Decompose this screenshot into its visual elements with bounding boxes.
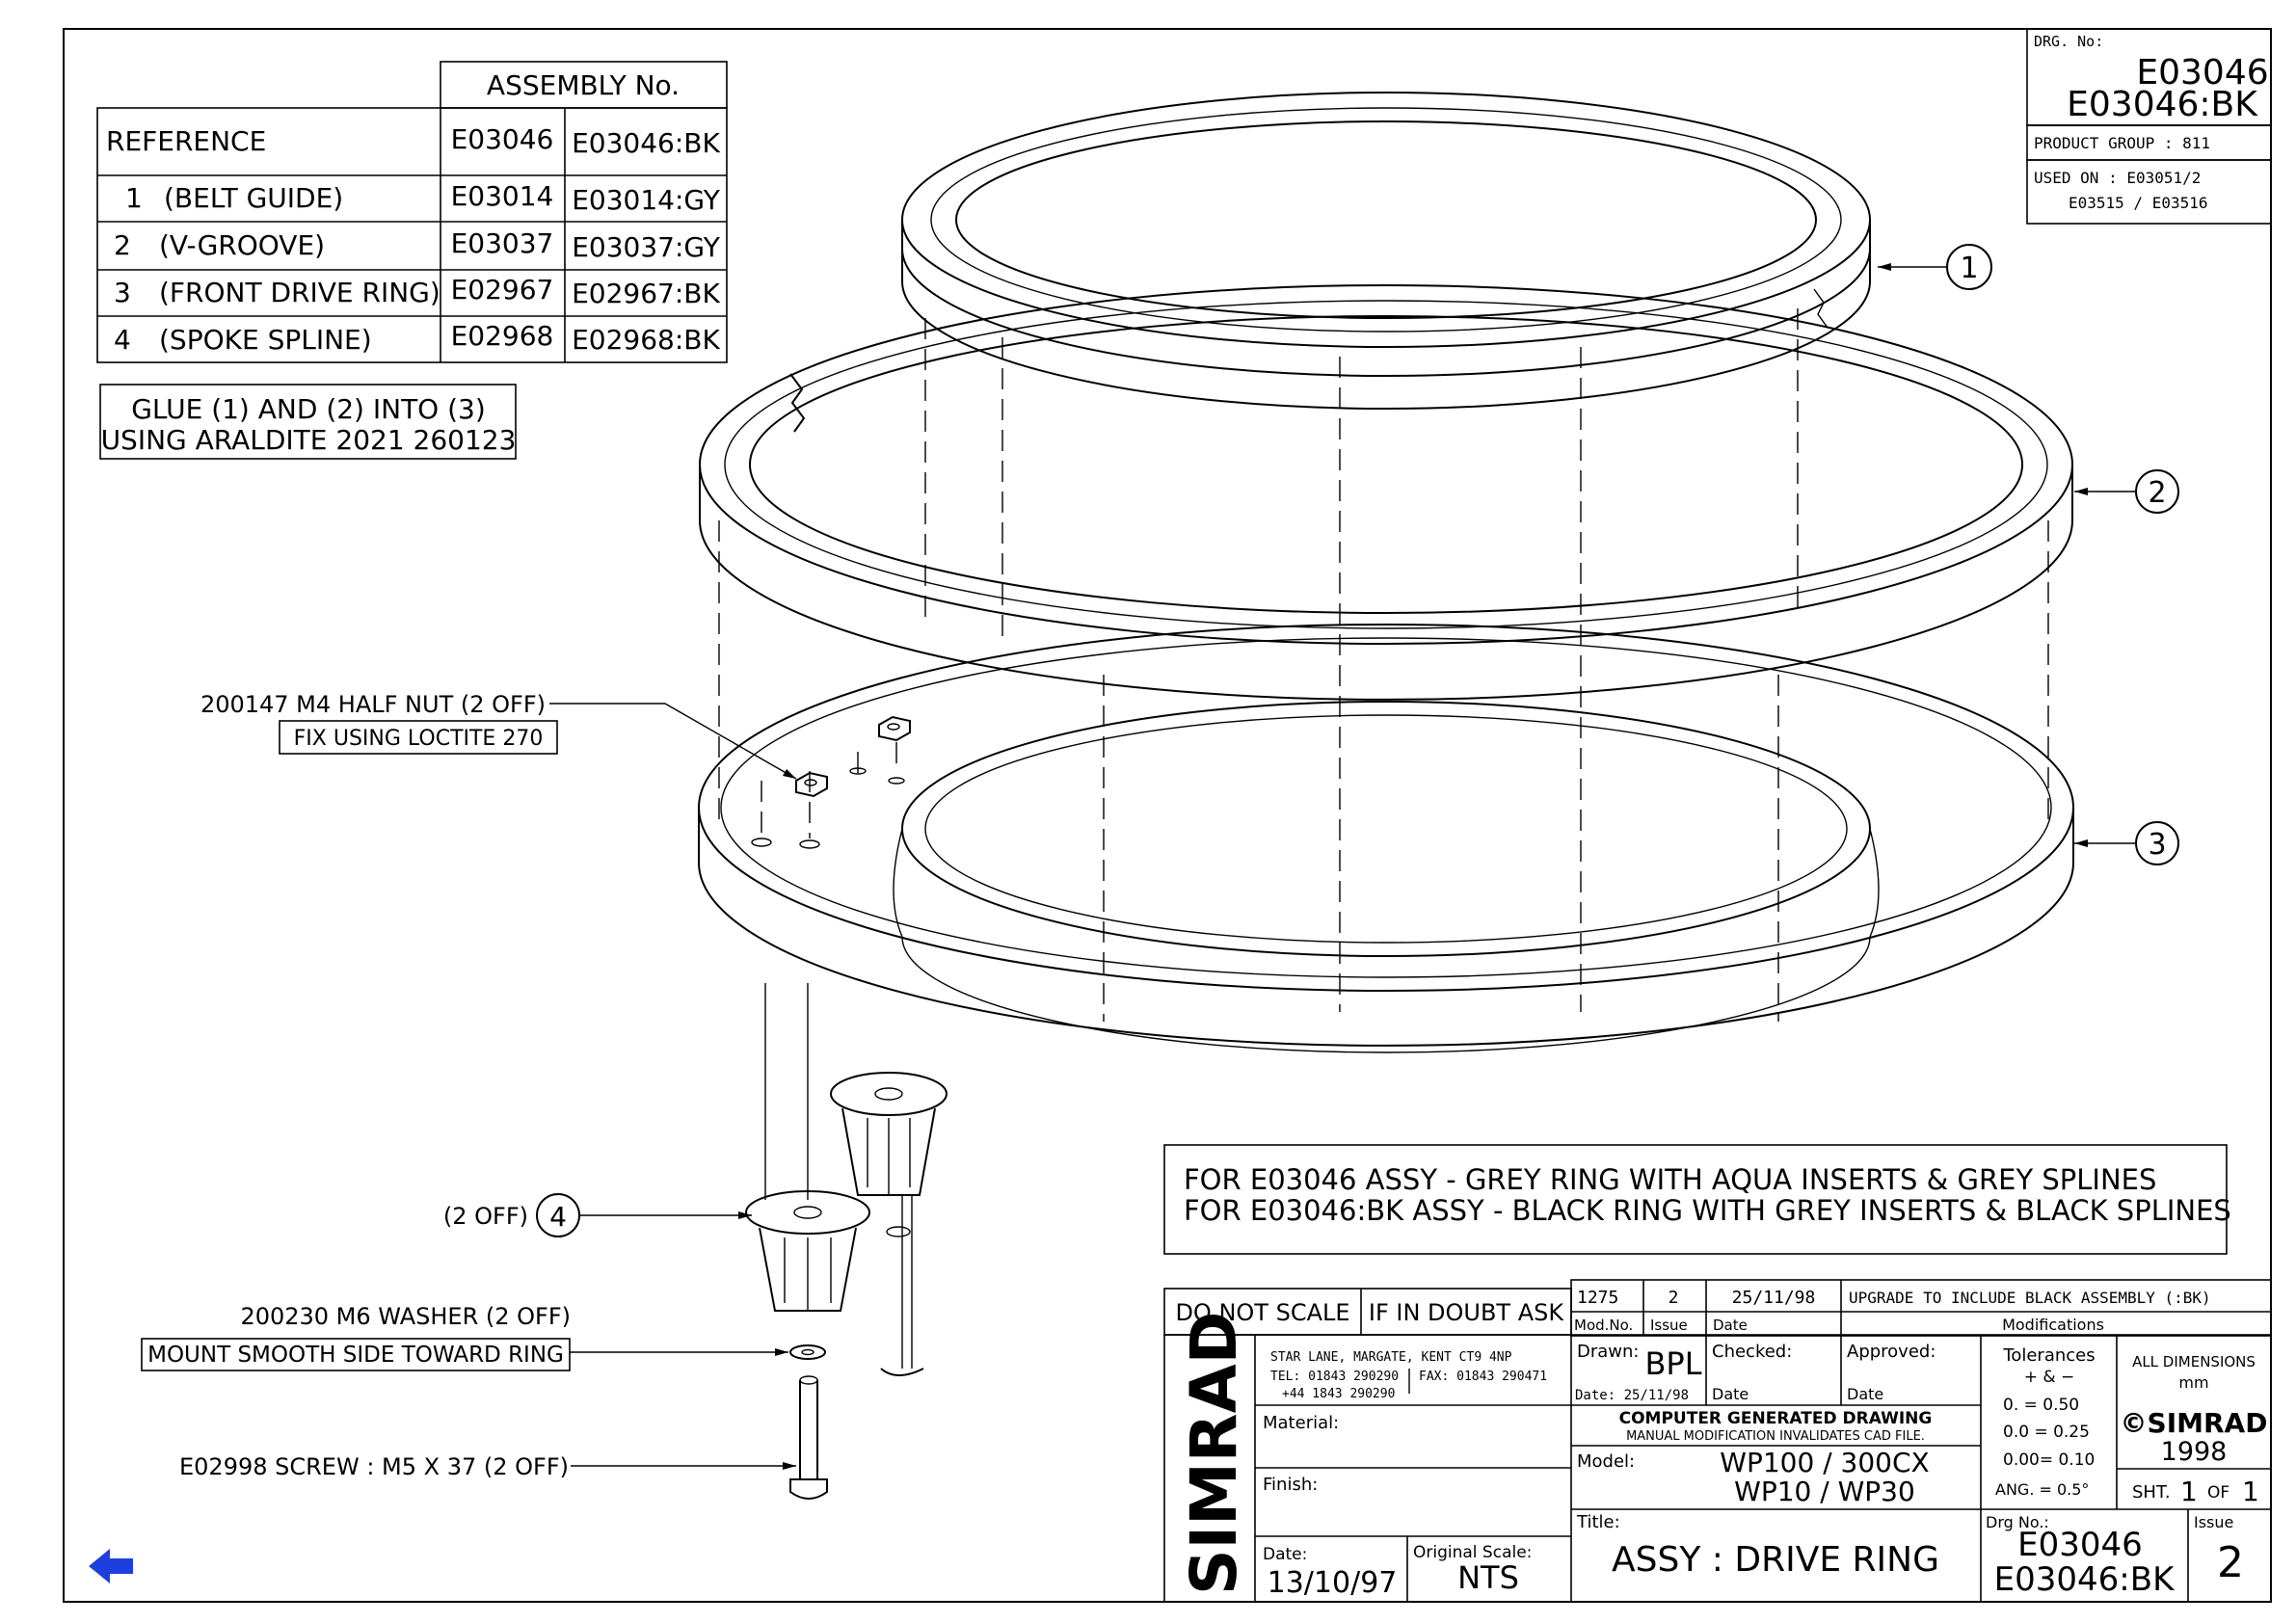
table-row-a: E02968 [450, 320, 554, 352]
balloon-4-label: 4 [549, 1201, 567, 1233]
balloon-3-label: 3 [2148, 828, 2167, 862]
table-row-b: E03014:GY [572, 184, 720, 216]
table-row-a: E03037 [450, 227, 554, 259]
tolerance-0dp: 0. = 0.50 [2003, 1396, 2080, 1415]
washer-note: MOUNT SMOOTH SIDE TOWARD RING [147, 1343, 564, 1368]
cad-notice-line1: COMPUTER GENERATED DRAWING [1618, 1409, 1933, 1428]
table-row-b: E02967:BK [572, 278, 720, 309]
original-scale-label: Original Scale: [1413, 1543, 1533, 1562]
table-row-num: 1 [125, 182, 143, 214]
material-label: Material: [1263, 1413, 1340, 1433]
screw-callout: E02998 SCREW : M5 X 37 (2 OFF) [178, 1453, 569, 1480]
date2-label: Date: [1263, 1545, 1308, 1564]
table-row-name: (BELT GUIDE) [164, 182, 344, 214]
checked-date: Date [1712, 1385, 1749, 1403]
used-on-line2: E03515 / E03516 [2069, 194, 2208, 212]
drg-no-block-2: E03046:BK [1993, 1560, 2175, 1599]
table-row-b: E02968:BK [572, 324, 720, 356]
sheet-value: 1 [2180, 1476, 2198, 1507]
tolerance-1dp: 0.0 = 0.25 [2003, 1423, 2090, 1442]
balloon-2-label: 2 [2148, 476, 2167, 510]
model-line2: WP10 / WP30 [1734, 1476, 1915, 1507]
glue-note [100, 385, 516, 459]
front-drive-ring [699, 625, 2073, 1052]
assembly-variant-note [1164, 1145, 2231, 1254]
finish-label: Finish: [1263, 1475, 1319, 1495]
all-dimensions-unit: mm [2178, 1373, 2209, 1392]
assembly-table [97, 62, 727, 362]
drg-no-block-label: Drg No.: [1986, 1513, 2049, 1531]
reference-label: REFERENCE [106, 125, 267, 157]
washer-and-screw [790, 1345, 827, 1499]
used-on-line1: USED ON : E03051/2 [2034, 169, 2202, 187]
table-row-num: 2 [114, 229, 131, 261]
table-row-name: (V-GROOVE) [159, 229, 326, 261]
assembly-header: ASSEMBLY No. [486, 69, 681, 101]
mod-no-value: 1275 [1577, 1288, 1619, 1308]
assembly-col1: E03046 [450, 123, 554, 155]
of-label: OF [2207, 1483, 2230, 1503]
drawn-date: Date: 25/11/98 [1575, 1388, 1690, 1403]
drg-no-label: DRG. No: [2034, 33, 2104, 50]
drawn-value: BPL [1644, 1345, 1702, 1382]
spline-callout: (2 OFF) [442, 1203, 528, 1230]
spoke-spline-lower [746, 983, 869, 1311]
drg-no-secondary: E03046:BK [2067, 85, 2257, 124]
approved-label: Approved: [1847, 1342, 1936, 1362]
address-line: STAR LANE, MARGATE, KENT CT9 4NP [1270, 1350, 1512, 1365]
drawing-number-box [2027, 29, 2271, 224]
do-not-scale: DO NOT SCALE [1175, 1299, 1350, 1326]
drg-no-block-1: E03046 [2017, 1526, 2143, 1564]
tolerance-2dp: 0.00= 0.10 [2003, 1450, 2096, 1470]
issue-block-value: 2 [2217, 1538, 2244, 1587]
if-in-doubt-ask: IF IN DOUBT ASK [1368, 1299, 1564, 1326]
table-row-a: E03014 [450, 180, 554, 212]
fax-line: FAX: 01843 290471 [1419, 1370, 1548, 1384]
model-line1: WP100 / 300CX [1720, 1447, 1930, 1478]
title-block [1164, 1280, 2271, 1602]
table-row-b: E03037:GY [572, 231, 720, 263]
drawn-label: Drawn: [1577, 1342, 1640, 1362]
washer-callout: 200230 M6 WASHER (2 OFF) [240, 1303, 571, 1330]
title-label: Title: [1577, 1512, 1620, 1532]
mod-issue-value: 2 [1668, 1288, 1679, 1308]
tolerances-label: Tolerances [2003, 1345, 2096, 1366]
half-nut-parts [752, 717, 910, 848]
mod-no-label: Mod.No. [1574, 1317, 1634, 1334]
assy-note-line2: FOR E03046:BK ASSY - BLACK RING WITH GREY INSERTS & BLACK SPLINES [1184, 1194, 2231, 1227]
modifications-label: Modifications [2002, 1316, 2104, 1334]
glue-note-line1: GLUE (1) AND (2) INTO (3) [131, 393, 486, 425]
of-value: 1 [2242, 1476, 2259, 1507]
sheet-label: SHT. [2132, 1482, 2171, 1503]
tolerance-angle: ANG. = 0.5° [1995, 1480, 2090, 1499]
mod-date-value: 25/11/98 [1731, 1288, 1816, 1308]
drg-no-primary: E03046 [2136, 53, 2269, 93]
balloon-1-label: 1 [1960, 252, 1979, 285]
table-row-num: 4 [114, 324, 131, 356]
spoke-spline-upper [831, 1073, 947, 1375]
issue-label: Issue [1650, 1317, 1688, 1334]
issue-block-label: Issue [2194, 1513, 2234, 1531]
assy-note-line1: FOR E03046 ASSY - GREY RING WITH AQUA INSERTS & GREY SPLINES [1184, 1163, 2157, 1196]
belt-guide-ring [902, 93, 1870, 409]
simrad-logo: SIMRAD [1177, 1311, 1251, 1595]
product-group: PRODUCT GROUP : 811 [2034, 134, 2211, 152]
cad-notice-line2: MANUAL MODIFICATION INVALIDATES CAD FILE. [1626, 1429, 1925, 1444]
nut-note: FIX USING LOCTITE 270 [293, 727, 544, 751]
back-arrow-icon[interactable] [89, 1549, 133, 1583]
tel-line: TEL: 01843 290290 [1270, 1370, 1400, 1384]
approved-date: Date [1847, 1385, 1884, 1403]
tel2-line: +44 1843 290290 [1282, 1387, 1396, 1401]
date2-value: 13/10/97 [1267, 1566, 1398, 1600]
table-row-num: 3 [114, 277, 131, 308]
copyright-year: 1998 [2160, 1437, 2228, 1467]
checked-label: Checked: [1712, 1342, 1793, 1362]
nut-callout: 200147 M4 HALF NUT (2 OFF) [200, 691, 546, 718]
date-label: Date [1713, 1317, 1748, 1334]
original-scale-value: NTS [1457, 1559, 1519, 1596]
drawing-title: ASSY : DRIVE RING [1612, 1540, 1939, 1580]
table-row-a: E02967 [450, 274, 554, 306]
tolerances-pm: + & − [2023, 1368, 2075, 1387]
assembly-col2: E03046:BK [572, 127, 720, 159]
table-row-name: (FRONT DRIVE RING) [159, 277, 441, 308]
mod-description: UPGRADE TO INCLUDE BLACK ASSEMBLY (:BK) [1849, 1289, 2211, 1307]
all-dimensions-label: ALL DIMENSIONS [2132, 1353, 2256, 1370]
glue-note-line2: USING ARALDITE 2021 260123 [100, 424, 517, 456]
table-row-name: (SPOKE SPLINE) [159, 324, 372, 356]
projection-lines [719, 308, 2048, 1022]
model-label: Model: [1577, 1451, 1636, 1472]
copyright-brand: ©SIMRAD [2120, 1407, 2268, 1439]
